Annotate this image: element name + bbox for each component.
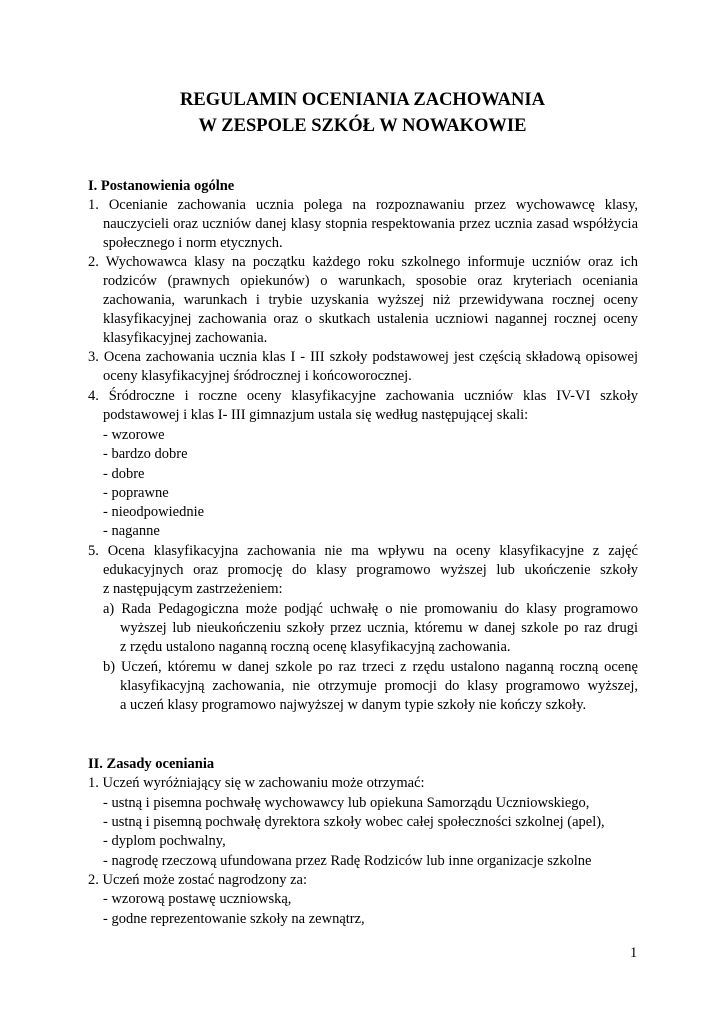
s2-p2-item: - godne reprezentowanie szkoły na zewnątrz, (103, 911, 365, 927)
scale-item: - naganne (103, 523, 160, 539)
s2-p2: 2. Uczeń może zostać nagrodzony za: (88, 872, 308, 888)
scale-item: - wzorowe (103, 427, 165, 443)
section2-heading: II. Zasady oceniania (88, 756, 215, 772)
s2-p1-item: - ustną i pisemna pochwałę wychowawcy lub opiekuna Samorządu Uczniowskiego, (103, 795, 590, 811)
scale-item: - dobre (103, 466, 145, 482)
s1-p5b-line: b) Uczeń, któremu w danej szkole po raz trzeci z rzędu ustalono naganną roczną ocenę (103, 659, 638, 675)
s1-p2-line: klasyfikacyjnej zachowania. (103, 330, 268, 346)
s1-p4-line: 4. Śródroczne i roczne oceny klasyfikacyjne zachowania uczniów klas IV-VI szkoły (88, 388, 638, 404)
s2-p1: 1. Uczeń wyróżniający się w zachowaniu może otrzymać: (88, 775, 425, 791)
scale-item: - nieodpowiednie (103, 504, 205, 520)
document-title-line1: REGULAMIN OCENIANIA ZACHOWANIA (180, 90, 545, 110)
s1-p5-line: 5. Ocena klasyfikacyjna zachowania nie ma wpływu na oceny klasyfikacyjne z zajęć (88, 543, 638, 559)
s1-p2-line: 2. Wychowawca klasy na początku każdego roku szkolnego informuje uczniów oraz ich (88, 254, 638, 270)
s1-p5a-line: wyższej lub nieukończeniu szkoły przez ucznia, któremu w danej szkole po raz drugi (120, 620, 638, 636)
s1-p5b-line: klasyfikacyjną zachowania, nie otrzymuje promocji do klasy programowo wyższej, (120, 678, 638, 694)
s1-p4-line: podstawowej i klas I- III gimnazjum ustala się według następującej skali: (103, 407, 529, 423)
s1-p2-line: klasyfikacyjnej zachowania oraz o skutkach ustalenia uczniowi nagannej rocznej oceny (103, 311, 638, 327)
section1-heading: I. Postanowienia ogólne (88, 178, 235, 194)
s1-p3-line: oceny klasyfikacyjnej śródrocznej i końcoworocznej. (103, 368, 412, 384)
scale-item: - poprawne (103, 485, 169, 501)
s1-p1-line: społecznego i norm etycznych. (103, 235, 283, 251)
s1-p3-line: 3. Ocena zachowania ucznia klas I - III szkoły podstawowej jest częścią składową opisowej (88, 349, 638, 365)
s2-p1-item: - dyplom pochwalny, (103, 833, 226, 849)
s1-p5a-line: a) Rada Pedagogiczna może podjąć uchwałę o nie promowaniu do klasy programowo (103, 601, 638, 617)
page-number: 1 (630, 945, 638, 961)
s1-p5a-line: z rzędu ustalono naganną roczną ocenę klasyfikacyjną zachowania. (120, 639, 511, 655)
s2-p2-item: - wzorową postawę uczniowską, (103, 891, 292, 907)
s1-p5-line: z następującym zastrzeżeniem: (103, 581, 283, 597)
s1-p1-line: 1. Ocenianie zachowania ucznia polega na rozpoznawaniu przez wychowawcę klasy, (88, 197, 638, 213)
s1-p2-line: rodziców (prawnych opiekunów) o warunkach, sposobie oraz kryteriach oceniania (103, 273, 638, 289)
s1-p5b-line: a uczeń klasy programowo najwyższej w danym typie szkoły nie kończy szkoły. (120, 697, 587, 713)
s1-p2-line: zachowania, warunkach i trybie uzyskania wyższej niż przewidywana rocznej oceny (103, 292, 638, 308)
s1-p1-line: nauczycieli oraz uczniów danej klasy stopnia respektowania przez ucznia zasad współżycia (103, 216, 638, 232)
s1-p5-line: edukacyjnych oraz promocję do klasy programowo wyższej lub ukończenie szkoły (103, 562, 638, 578)
document-title-line2: W ZESPOLE SZKÓŁ W NOWAKOWIE (198, 116, 527, 136)
s2-p1-item: - nagrodę rzeczową ufundowana przez Radę Rodziców lub inne organizacje szkolne (103, 853, 592, 869)
s2-p1-item: - ustną i pisemną pochwałę dyrektora szkoły wobec całej społeczności szkolnej (apel), (103, 814, 605, 830)
scale-item: - bardzo dobre (103, 446, 188, 462)
